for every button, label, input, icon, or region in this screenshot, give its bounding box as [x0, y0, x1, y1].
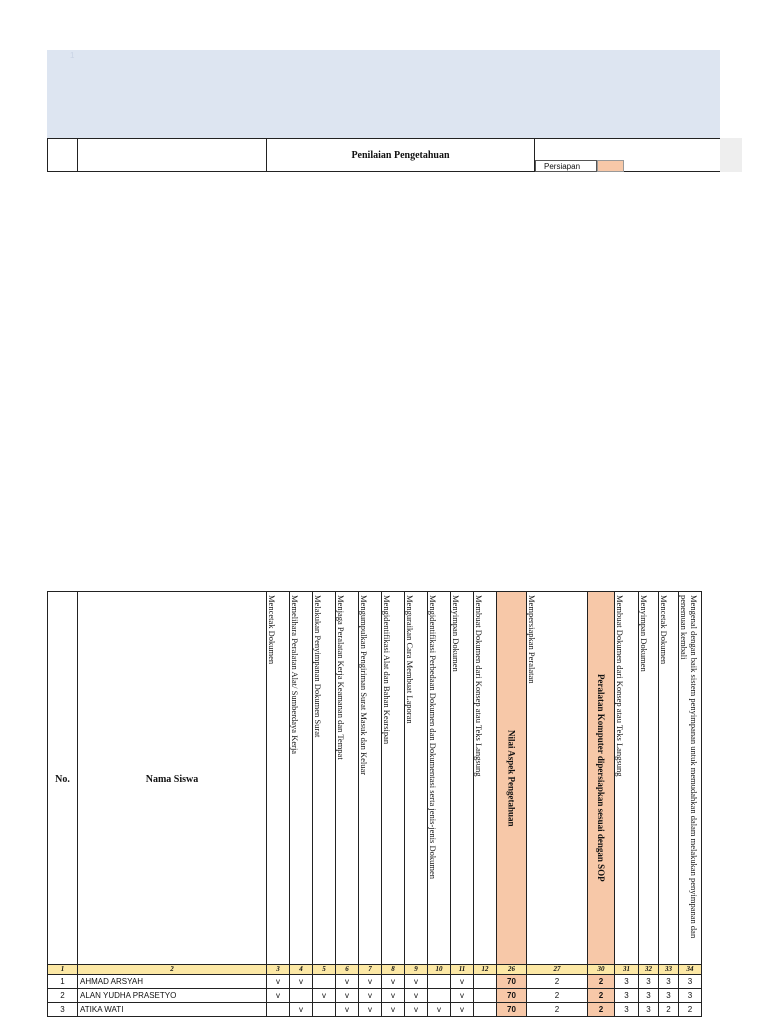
column-number: 9 [405, 965, 428, 975]
knowledge-mark[interactable]: v [451, 975, 474, 989]
knowledge-mark[interactable]: v [405, 989, 428, 1003]
column-number: 6 [336, 965, 359, 975]
skill-item-header: Mencetak Dokumen [659, 592, 679, 965]
knowledge-mark[interactable] [474, 989, 497, 1003]
prep-item-header: Mempersiapkan Peralatan [527, 592, 588, 965]
skill-item-header: Mengenal dengan baik sistem penyimpanan untuk memudahkan dalam melakukan penyimpanan dan penemuan kembali [679, 592, 702, 965]
persiapan-label: Persiapan [535, 160, 597, 172]
knowledge-item-header: Mengumpulkan Pengiriman Surat Masuk dan Keluar [359, 592, 382, 965]
column-number: 32 [639, 965, 659, 975]
knowledge-mark[interactable]: v [359, 1003, 382, 1017]
knowledge-score[interactable]: 70 [497, 1003, 527, 1017]
column-number: 12 [474, 965, 497, 975]
prep-total[interactable]: 2 [588, 975, 615, 989]
column-number: 11 [451, 965, 474, 975]
prep-score[interactable]: 2 [527, 975, 588, 989]
table-row [48, 975, 702, 989]
knowledge-item-header: Menyimpan Dokumen [451, 592, 474, 965]
knowledge-mark[interactable]: v [267, 989, 290, 1003]
name-header: Nama Siswa [78, 592, 267, 965]
skill-item-header: Membuat Dokumen dari Konsep atau Teks Langsung [615, 592, 639, 965]
skill-score[interactable]: 2 [659, 1003, 679, 1017]
column-number: 26 [497, 965, 527, 975]
prep-score[interactable]: 2 [527, 989, 588, 1003]
column-number-row [48, 965, 702, 975]
column-number: 31 [615, 965, 639, 975]
prep-total-header: Peralatan Komputer dipersiapkan sesuai dengan SOP [588, 592, 615, 965]
prep-total[interactable]: 2 [588, 1003, 615, 1017]
knowledge-section-title: Penilaian Pengetahuan [266, 138, 535, 172]
knowledge-mark[interactable]: v [313, 989, 336, 1003]
knowledge-item-header: Mengidentifikasi Alat dan Bahan Kearsipan [382, 592, 405, 965]
knowledge-mark[interactable]: v [382, 1003, 405, 1017]
knowledge-score[interactable]: 70 [497, 975, 527, 989]
knowledge-mark[interactable]: v [405, 975, 428, 989]
knowledge-score[interactable]: 70 [497, 989, 527, 1003]
skill-score[interactable]: 3 [659, 975, 679, 989]
knowledge-mark[interactable]: v [336, 975, 359, 989]
knowledge-mark[interactable]: v [336, 989, 359, 1003]
skill-score[interactable]: 3 [615, 975, 639, 989]
column-number: 8 [382, 965, 405, 975]
column-number: 34 [679, 965, 702, 975]
header-overflow [720, 138, 742, 172]
column-number: 27 [527, 965, 588, 975]
row-no: 1 [48, 975, 78, 989]
row-no: 3 [48, 1003, 78, 1017]
table-row [48, 989, 702, 1003]
skill-score[interactable]: 3 [639, 989, 659, 1003]
knowledge-mark[interactable]: v [428, 1003, 451, 1017]
skill-score[interactable]: 3 [679, 989, 702, 1003]
skill-score[interactable]: 3 [615, 1003, 639, 1017]
column-number: 5 [313, 965, 336, 975]
knowledge-mark[interactable]: v [359, 989, 382, 1003]
knowledge-mark[interactable] [290, 989, 313, 1003]
sheet-banner [47, 50, 720, 138]
knowledge-item-header: Memelihara Peralatan Alat/ Sumberdaya Kerja [290, 592, 313, 965]
knowledge-mark[interactable]: v [451, 989, 474, 1003]
student-name[interactable]: ATIKA WATI [78, 1003, 267, 1017]
knowledge-item-header: Mengidentifikasi Perbedaan Dokumen dan Dokumentasi serta jenis-jenis Dokumen [428, 592, 451, 965]
knowledge-mark[interactable]: v [267, 975, 290, 989]
knowledge-item-header: Melakukan Penyimpanan Dokumen Surat [313, 592, 336, 965]
row-no: 2 [48, 989, 78, 1003]
knowledge-item-header: Menguraikan Cara Membuat Laporan [405, 592, 428, 965]
skill-score[interactable]: 3 [659, 989, 679, 1003]
knowledge-mark[interactable]: v [382, 989, 405, 1003]
column-number: 2 [78, 965, 267, 975]
knowledge-mark[interactable] [428, 989, 451, 1003]
knowledge-mark[interactable]: v [336, 1003, 359, 1017]
prep-total[interactable]: 2 [588, 989, 615, 1003]
header-name-cell [77, 138, 267, 172]
column-number: 30 [588, 965, 615, 975]
column-number: 4 [290, 965, 313, 975]
knowledge-mark[interactable]: v [290, 1003, 313, 1017]
knowledge-score-header: Nilai Aspek Pengetahuan [497, 592, 527, 965]
knowledge-mark[interactable] [474, 1003, 497, 1017]
row-number: 1 [70, 51, 75, 60]
column-number: 1 [48, 965, 78, 975]
skill-score[interactable]: 3 [639, 1003, 659, 1017]
knowledge-mark[interactable]: v [405, 1003, 428, 1017]
no-header: No. [48, 592, 78, 965]
knowledge-item-header: Membuat Dokumen dari Konsep atau Teks Langsung [474, 592, 497, 965]
knowledge-mark[interactable]: v [359, 975, 382, 989]
knowledge-mark[interactable] [474, 975, 497, 989]
skill-score[interactable]: 3 [679, 975, 702, 989]
skill-score[interactable]: 3 [639, 975, 659, 989]
student-name[interactable]: ALAN YUDHA PRASETYO [78, 989, 267, 1003]
knowledge-mark[interactable] [267, 1003, 290, 1017]
knowledge-mark[interactable]: v [451, 1003, 474, 1017]
knowledge-mark[interactable]: v [290, 975, 313, 989]
table-row [48, 1003, 702, 1017]
header-no-cell [47, 138, 78, 172]
grade-table [47, 591, 702, 1017]
skill-score[interactable]: 3 [615, 989, 639, 1003]
skill-item-header: Menyimpan Dokumen [639, 592, 659, 965]
prep-score[interactable]: 2 [527, 1003, 588, 1017]
student-name[interactable]: AHMAD ARSYAH [78, 975, 267, 989]
column-number: 3 [267, 965, 290, 975]
skill-score[interactable]: 2 [679, 1003, 702, 1017]
knowledge-item-header: Menjaga Peralatan Kerja Keamanan dan Tempat [336, 592, 359, 965]
persiapan-highlight [597, 160, 624, 172]
knowledge-mark[interactable]: v [382, 975, 405, 989]
column-number: 33 [659, 965, 679, 975]
knowledge-mark[interactable] [428, 975, 451, 989]
column-number: 7 [359, 965, 382, 975]
column-number: 10 [428, 965, 451, 975]
knowledge-item-header: Mencetak Dokumen [267, 592, 290, 965]
knowledge-mark[interactable] [313, 1003, 336, 1017]
knowledge-mark[interactable] [313, 975, 336, 989]
